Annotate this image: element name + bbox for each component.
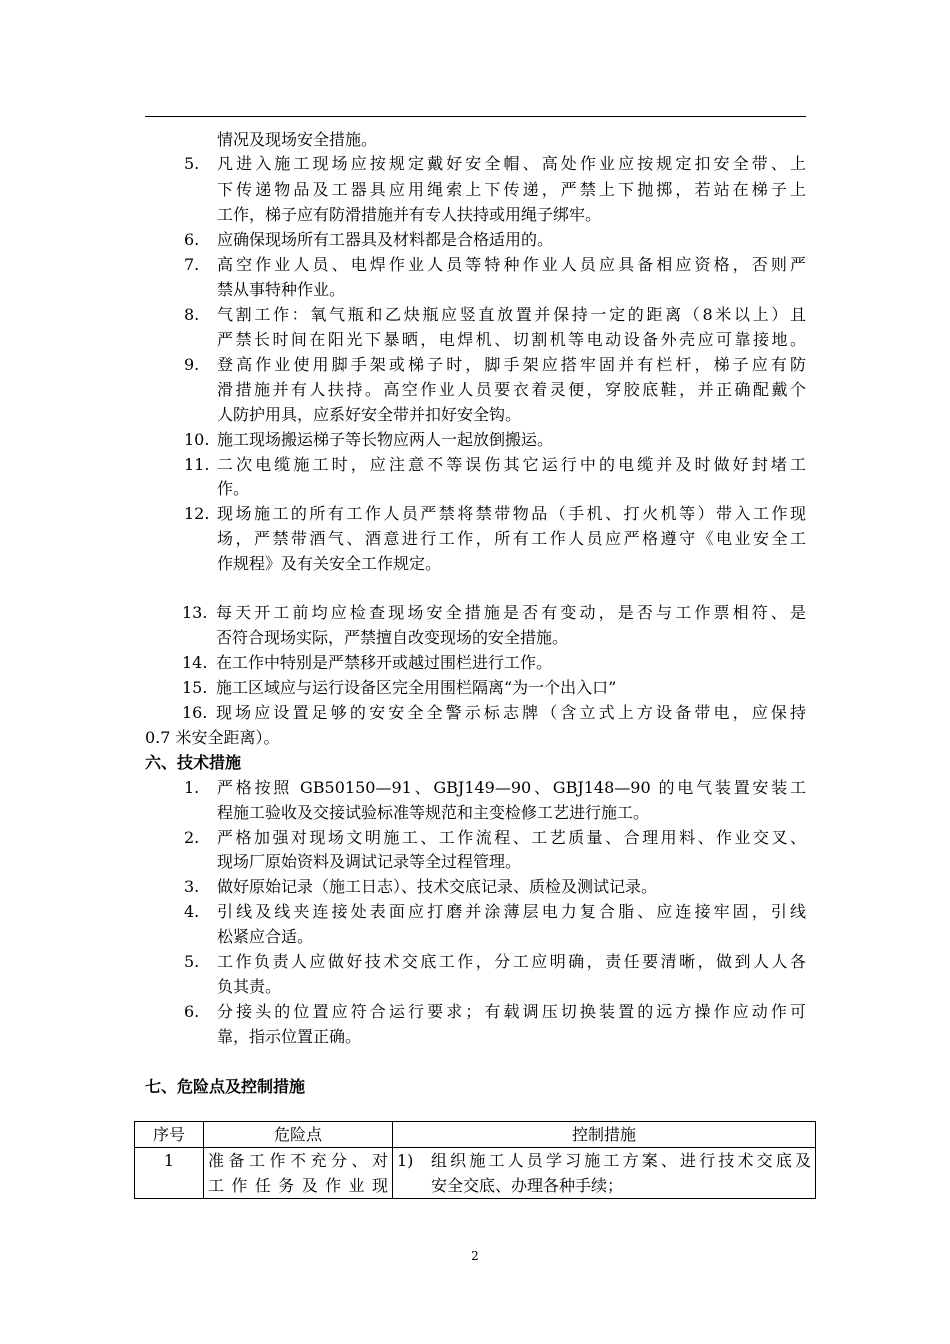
item-number: 13. <box>182 603 208 622</box>
item-number: 6. <box>184 1002 200 1021</box>
item-number: 11. <box>184 455 210 474</box>
item-text: 程施工验收及交接试验标准等规范和主变检修工艺进行施工。 <box>217 803 650 822</box>
item-text: 二次电缆施工时，应注意不等误伤其它运行中的电缆并及时做好封堵工 <box>217 455 806 474</box>
item-text: 场，严禁带酒气、酒意进行工作，所有工作人员应严格遵守《电业安全工 <box>217 529 806 548</box>
item-number: 16. <box>182 703 208 722</box>
item-text: 下传递物品及工器具应用绳索上下传递，严禁上下抛掷，若站在梯子上 <box>217 180 806 199</box>
measure-item <box>397 1148 811 1198</box>
item-text: 0.7 米安全距离）。 <box>145 728 280 747</box>
item-text: 现场施工的所有工作人员严禁将禁带物品（手机、打火机等）带入工作现 <box>217 504 806 523</box>
item-text: 气割工作：氧气瓶和乙炔瓶应竖直放置并保持一定的距离（8米以上）且 <box>217 305 806 324</box>
item-text: 在工作中特别是严禁移开或越过围栏进行工作。 <box>216 653 553 672</box>
item-number: 6. <box>184 230 200 249</box>
measure-number: 1) <box>397 1151 414 1170</box>
risk-text: 准备工作不充分、对 <box>208 1151 388 1170</box>
item-number: 7. <box>184 255 200 274</box>
table-row <box>135 1148 816 1199</box>
item-text: 施工区域应与运行设备区完全用围栏隔离“为一个出入口” <box>216 678 617 697</box>
item-text: 作。 <box>217 479 250 498</box>
item-text: 施工现场搬运梯子等长物应两人一起放倒搬运。 <box>217 430 554 449</box>
item-text: 做好原始记录（施工日志）、技术交底记录、质检及测试记录。 <box>217 877 658 896</box>
risk-control-table <box>134 1121 816 1199</box>
item-text: 工作，梯子应有防滑措施并有专人扶持或用绳子绑牢。 <box>217 205 602 224</box>
item-text: 松紧应合适。 <box>217 927 314 946</box>
item-text: 否符合现场实际，严禁擅自改变现场的安全措施。 <box>216 628 569 647</box>
header-cell-number: 序号 <box>135 1122 204 1148</box>
item-number: 9. <box>184 355 200 374</box>
measure-text: 安全交底、办理各种手续； <box>431 1176 624 1195</box>
item-text: 严禁长时间在阳光下暴晒，电焊机、切割机等电动设备外壳应可靠接地。 <box>217 330 806 349</box>
item-text: 分接头的位置应符合运行要求；有载调压切换装置的远方操作应动作可 <box>217 1002 806 1021</box>
item-text: 严格按照 GB50150—91、GBJ149—90、GBJ148—90 的电气装置安装工 <box>217 778 806 797</box>
item-text: 靠，指示位置正确。 <box>217 1027 362 1046</box>
item-number: 3. <box>184 877 200 896</box>
item-text: 引线及线夹连接处表面应打磨并涂薄层电力复合脂、应连接牢固，引线 <box>217 902 806 921</box>
header-rule <box>145 116 806 117</box>
item-number: 12. <box>184 504 210 523</box>
item-number: 14. <box>182 653 208 672</box>
item-number: 4. <box>184 902 200 921</box>
item-number: 15. <box>182 678 208 697</box>
item-number: 10. <box>184 430 210 449</box>
section-heading-technical: 六、技术措施 <box>145 753 242 772</box>
item-text: 现场应设置足够的安安全全警示标志牌（含立式上方设备带电，应保持 <box>216 703 806 722</box>
row-number-cell: 1 <box>135 1148 204 1199</box>
item-number: 1. <box>184 778 200 797</box>
item-text: 高空作业人员、电焊作业人员等特种作业人员应具备相应资格，否则严 <box>217 255 806 274</box>
header-cell-measure: 控制措施 <box>393 1122 816 1148</box>
item-number: 5. <box>184 952 200 971</box>
item-text: 作规程》及有关安全工作规定。 <box>217 554 442 573</box>
item-number: 5. <box>184 154 200 173</box>
measure-text-block <box>431 1148 811 1198</box>
item-number: 8. <box>184 305 200 324</box>
risk-cell <box>204 1148 393 1199</box>
item-text: 应确保现场所有工器具及材料都是合格适用的。 <box>217 230 554 249</box>
item-text: 登高作业使用脚手架或梯子时，脚手架应搭牢固并有栏杆，梯子应有防 <box>217 355 806 374</box>
item-number: 2. <box>184 828 200 847</box>
item-text: 负其责。 <box>217 977 282 996</box>
item-text: 人防护用具，应系好安全带并扣好安全钩。 <box>217 405 522 424</box>
item-text: 现场厂原始资料及调试记录等全过程管理。 <box>217 852 522 871</box>
continuation-text: 情况及现场安全措施。 <box>217 130 378 149</box>
item-text: 禁从事特种作业。 <box>217 280 346 299</box>
page-number: 2 <box>471 1249 479 1263</box>
measure-cell <box>393 1148 816 1199</box>
item-text: 滑措施并有人扶持。高空作业人员要衣着灵便，穿胶底鞋，并正确配戴个 <box>217 380 806 399</box>
item-text: 凡进入施工现场应按规定戴好安全帽、高处作业应按规定扣安全带、上 <box>217 154 806 173</box>
item-text: 每天开工前均应检查现场安全措施是否有变动，是否与工作票相符、是 <box>216 603 806 622</box>
item-text: 严格加强对现场文明施工、工作流程、工艺质量、合理用料、作业交叉、 <box>217 828 806 847</box>
header-cell-risk: 危险点 <box>204 1122 393 1148</box>
risk-text: 工作任务及作业现 <box>208 1176 388 1195</box>
item-text: 工作负责人应做好技术交底工作，分工应明确，责任要清晰，做到人人各 <box>217 952 806 971</box>
section-heading-risks: 七、危险点及控制措施 <box>145 1077 306 1096</box>
table-header-row <box>135 1122 816 1148</box>
measure-text: 组织施工人员学习施工方案、进行技术交底及 <box>431 1151 811 1170</box>
